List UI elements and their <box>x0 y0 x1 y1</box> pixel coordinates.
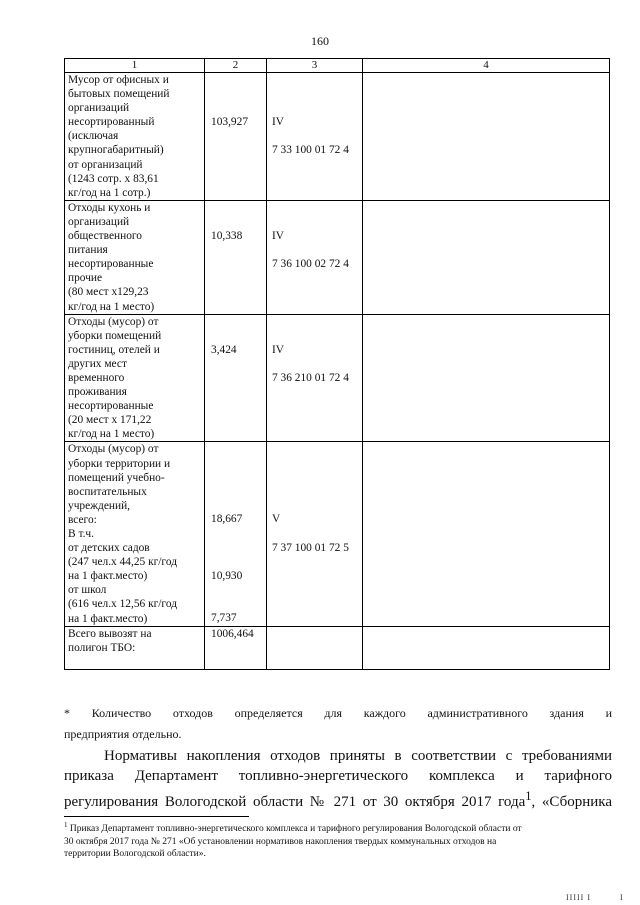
description-line: на 1 факт.место) <box>68 612 148 625</box>
footnote-reference: 1 <box>525 789 532 803</box>
amount-value: 10,338 <box>211 229 243 242</box>
description-line: Отходы (мусор) от <box>68 443 159 456</box>
footnote <box>64 819 624 861</box>
waste-code: 7 36 210 01 72 4 <box>272 371 349 384</box>
amount-cell <box>205 626 267 669</box>
column-header: 1 <box>65 59 205 73</box>
footnote-line: территории Вологодской области». <box>64 849 206 860</box>
description-line: Мусор от офисных и <box>68 74 169 86</box>
table-row <box>65 200 610 314</box>
amount-value: 3,424 <box>211 343 237 356</box>
waste-code: 7 36 100 02 72 4 <box>272 257 349 270</box>
description-line: учреждений, <box>68 499 131 512</box>
description-line: гостиниц, отелей и <box>68 343 160 356</box>
description-line: кг/год на 1 место) <box>68 428 155 441</box>
description-line: на 1 факт.место) <box>68 570 148 583</box>
description-line: В т.ч. <box>68 528 94 540</box>
paragraph-line: приказа Департамент топливно-энергетического комплекса и тарифного <box>64 768 612 784</box>
note-cell <box>363 626 610 669</box>
description-line: уборки территории и <box>68 457 171 470</box>
description-line: (1243 сотр. х 83,61 <box>68 172 159 185</box>
class-code-cell <box>267 442 363 626</box>
description-line: несортированные <box>68 258 154 271</box>
page-number: 160 <box>311 34 329 48</box>
description-line: (исключая <box>68 130 119 143</box>
description-line: прочие <box>68 272 103 285</box>
description-line: (80 мест х129,23 <box>68 286 149 299</box>
description-line: (247 чел.х 44,25 кг/год <box>68 556 177 569</box>
paragraph-line <box>64 786 612 812</box>
amount-cell <box>205 73 267 201</box>
table-header-row <box>65 59 610 73</box>
description-line: других мест <box>68 357 127 370</box>
description-line: питания <box>68 244 108 257</box>
amount-cell <box>205 442 267 626</box>
paragraph-text: регулирования Вологодской области № 271 от 30 октября 2017 года <box>64 794 526 810</box>
description-line: проживания <box>68 386 127 399</box>
waste-table <box>64 58 610 670</box>
table-footnote: * Количество отходов определяется для каждого административного здания и <box>64 706 612 720</box>
note-cell <box>363 200 610 314</box>
footnote-marker: 1 <box>64 821 68 829</box>
hazard-class: IV <box>272 116 285 128</box>
description-line: от детских садов <box>68 542 150 555</box>
amount-value: 18,667 <box>211 513 243 526</box>
amount-cell <box>205 314 267 442</box>
footnote-line <box>64 819 624 836</box>
description-line: от организаций <box>68 158 143 171</box>
body-paragraph <box>64 746 612 812</box>
note-cell <box>363 73 610 201</box>
description-line: воспитательных <box>68 485 147 498</box>
table-row <box>65 73 610 201</box>
class-code-cell <box>267 73 363 201</box>
waste-description <box>65 626 205 669</box>
description-line: Отходы (мусор) от <box>68 315 159 328</box>
description-line: организаций <box>68 215 130 228</box>
table-row <box>65 626 610 669</box>
amount-cell <box>205 200 267 314</box>
description-line: временного <box>68 371 125 384</box>
description-line: несортированный <box>68 116 155 129</box>
column-header: 4 <box>363 59 610 73</box>
description-line: Всего вывозят на <box>68 627 152 640</box>
waste-code: 7 37 100 01 72 5 <box>272 541 349 554</box>
scan-mark: IIIII I <box>566 893 591 902</box>
column-header: 3 <box>267 59 363 73</box>
description-line: (20 мест х 171,22 <box>68 414 152 427</box>
waste-code: 7 33 100 01 72 4 <box>272 144 349 157</box>
description-line: помещений учебно- <box>68 471 165 484</box>
class-code-cell <box>267 314 363 442</box>
paragraph-line: Нормативы накопления отходов приняты в соответствии с требованиями <box>104 748 612 764</box>
description-line: Отходы кухонь и <box>68 201 151 214</box>
footnote-line: 30 октября 2017 года № 271 «Об установлении нормативов накопления твердых коммунальных отходов на <box>64 836 497 847</box>
hazard-class: IV <box>272 343 285 356</box>
waste-description <box>65 442 205 626</box>
table-row <box>65 442 610 626</box>
note-cell <box>363 314 610 442</box>
footnote-text: Приказ Департамент топливно-энергетического комплекса и тарифного регулирования Вологодской области от <box>67 824 522 835</box>
description-line: кг/год на 1 сотр.) <box>68 186 151 199</box>
paragraph-text: , «Сборника <box>531 794 613 810</box>
class-code-cell <box>267 626 363 669</box>
description-line: от школ <box>68 584 107 597</box>
waste-description <box>65 314 205 442</box>
school-amount: 7,737 <box>211 611 237 624</box>
table-footnote-continued: предприятия отдельно. <box>64 727 182 741</box>
scan-mark: I <box>620 893 623 902</box>
table-row <box>65 314 610 442</box>
waste-description <box>65 200 205 314</box>
footnote-separator <box>64 816 249 817</box>
class-code-cell <box>267 200 363 314</box>
waste-description <box>65 73 205 201</box>
column-header: 2 <box>205 59 267 73</box>
hazard-class: IV <box>272 229 285 242</box>
description-line: несортированные <box>68 400 154 413</box>
hazard-class: V <box>272 513 281 526</box>
description-line: общественного <box>68 230 142 243</box>
total-amount: 1006,464 <box>211 627 254 640</box>
description-line: полигон ТБО: <box>68 641 136 654</box>
description-line: кг/год на 1 место) <box>68 300 155 313</box>
description-line: бытовых помещений <box>68 88 170 101</box>
description-line: (616 чел.х 12,56 кг/год <box>68 598 177 611</box>
amount-value: 103,927 <box>211 116 249 128</box>
description-line: уборки помещений <box>68 329 162 342</box>
description-line: всего: <box>68 513 97 526</box>
description-line: крупногабаритный) <box>68 144 164 157</box>
kindergarten-amount: 10,930 <box>211 569 243 582</box>
note-cell <box>363 442 610 626</box>
description-line: организаций <box>68 102 130 115</box>
